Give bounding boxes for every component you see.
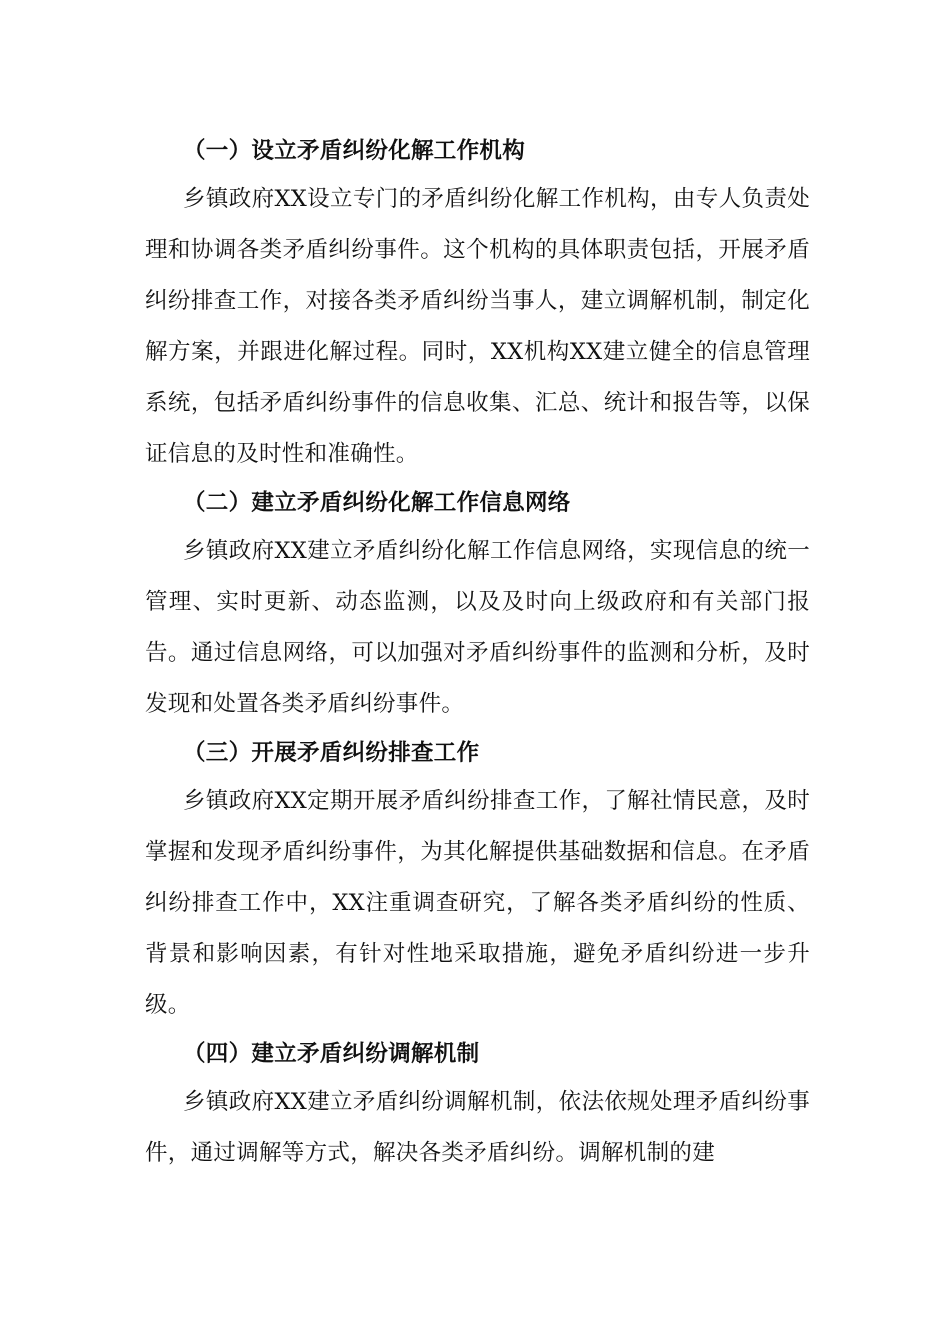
section-paragraph: 乡镇政府XX定期开展矛盾纠纷排查工作，了解社情民意，及时掌握和发现矛盾纠纷事件，为其化解提供基础数据和信息。在矛盾纠纷排查工作中，XX注重调查研究，了解各类矛盾纠纷的性质、背景和影响因素，有针对性地采取措施，避免矛盾纠纷进一步升级。: [145, 788, 810, 1018]
section-heading: （一）设立矛盾纠纷化解工作机构: [183, 138, 526, 164]
section-heading: （三）开展矛盾纠纷排查工作: [183, 740, 480, 766]
section-3: [145, 731, 810, 1031]
section-4: [145, 1032, 810, 1179]
section-paragraph: 乡镇政府XX建立矛盾纠纷化解工作信息网络，实现信息的统一管理、实时更新、动态监测，以及及时向上级政府和有关部门报告。通过信息网络，可以加强对矛盾纠纷事件的监测和分析，及时发现和处置各类矛盾纠纷事件。: [145, 538, 810, 717]
section-heading: （四）建立矛盾纠纷调解机制: [183, 1041, 480, 1067]
section-2: [145, 481, 810, 730]
section-1: [145, 129, 810, 480]
document-body: [145, 129, 810, 1179]
section-heading: （二）建立矛盾纠纷化解工作信息网络: [183, 490, 571, 516]
section-paragraph: 乡镇政府XX建立矛盾纠纷调解机制，依法依规处理矛盾纠纷事件，通过调解等方式，解决各类矛盾纠纷。调解机制的建: [145, 1089, 810, 1166]
section-paragraph: 乡镇政府XX设立专门的矛盾纠纷化解工作机构，由专人负责处理和协调各类矛盾纠纷事件。这个机构的具体职责包括，开展矛盾纠纷排查工作，对接各类矛盾纠纷当事人，建立调解机制，制定化解方案，并跟进化解过程。同时，XX机构XX建立健全的信息管理系统，包括矛盾纠纷事件的信息收集、汇总、统计和报告等，以保证信息的及时性和准确性。: [145, 186, 810, 467]
